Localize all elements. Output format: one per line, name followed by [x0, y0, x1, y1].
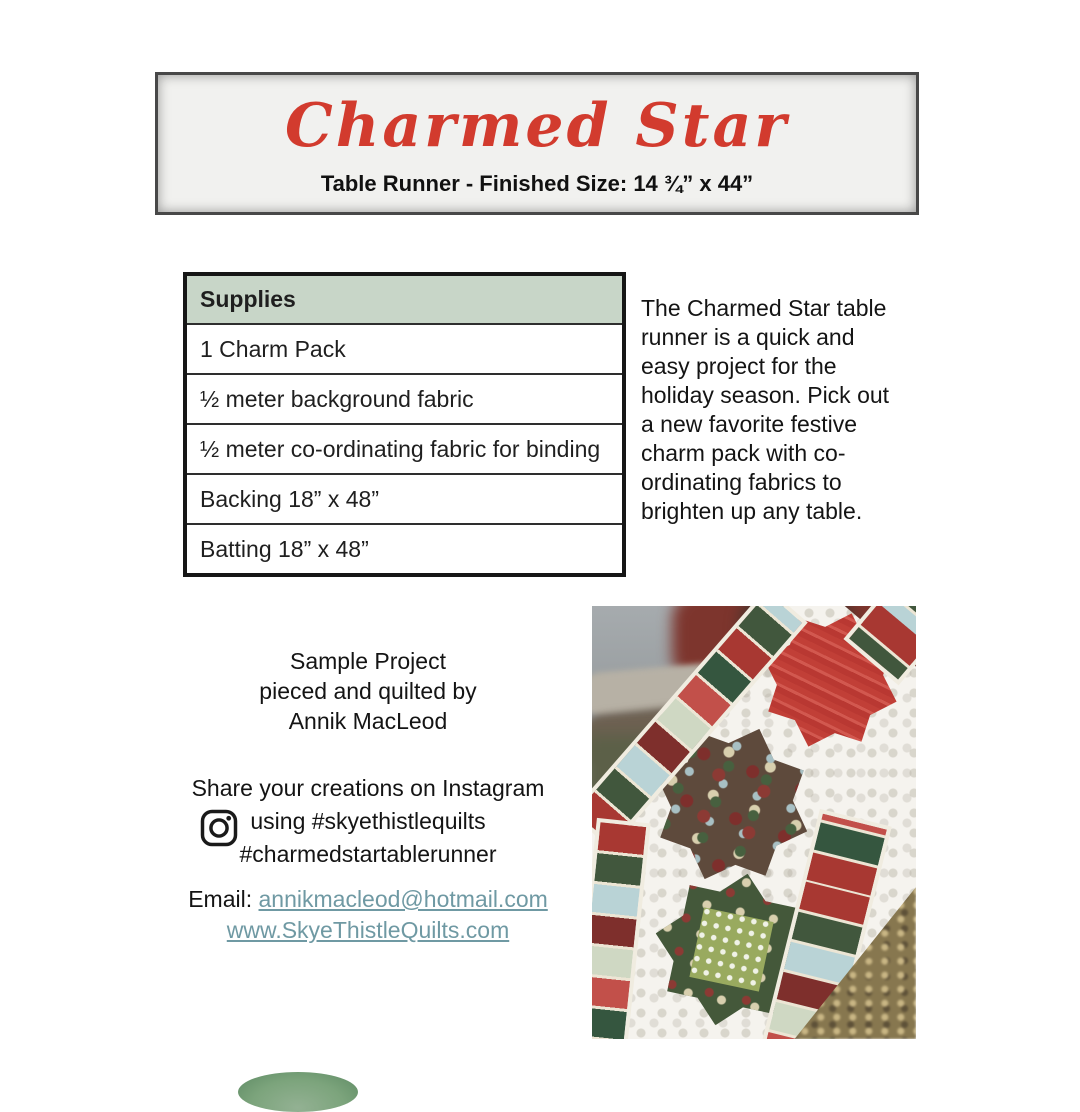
description-line: easy project for the — [641, 353, 837, 379]
credits-line: Sample Project — [290, 648, 446, 674]
description-line: charm pack with co- — [641, 440, 846, 466]
pattern-title: Charmed Star — [285, 90, 789, 161]
quilt-star-green-center — [689, 907, 774, 992]
instagram-icon — [197, 806, 241, 850]
title-banner — [155, 72, 919, 215]
share-line: Share your creations on Instagram — [191, 775, 545, 801]
email-link[interactable]: annikmacleod@hotmail.com — [258, 886, 548, 912]
share-line: #charmedstartablerunner — [239, 841, 497, 867]
description-line: brighten up any table. — [641, 498, 863, 524]
quilt-photo — [592, 606, 916, 1039]
credits-line: Annik MacLeod — [288, 708, 448, 734]
table-row: 1 Charm Pack — [187, 323, 622, 373]
supplies-table — [183, 272, 626, 577]
description-line: a new favorite festive — [641, 411, 858, 437]
website-line — [150, 915, 586, 946]
table-row: ½ meter background fabric — [187, 373, 622, 423]
description-line: runner is a quick and — [641, 324, 855, 350]
website-link[interactable]: www.SkyeThistleQuilts.com — [226, 917, 510, 943]
description-line: The Charmed Star table — [641, 295, 887, 321]
decorative-green-ellipse — [238, 1072, 358, 1112]
email-line — [150, 884, 586, 915]
pattern-subtitle: Table Runner - Finished Size: 14 ¾” x 44” — [320, 170, 754, 196]
project-description — [641, 294, 943, 526]
credits-line: pieced and quilted by — [259, 678, 477, 704]
description-line: holiday season. Pick out — [641, 382, 890, 408]
table-row: Batting 18” x 48” — [187, 523, 622, 573]
contact-block — [150, 884, 586, 946]
sample-credits — [150, 646, 586, 736]
supplies-table-header: Supplies — [187, 276, 622, 323]
table-row: ½ meter co-ordinating fabric for binding — [187, 423, 622, 473]
email-label: Email: — [188, 886, 253, 912]
table-row: Backing 18” x 48” — [187, 473, 622, 523]
description-line: ordinating fabrics to — [641, 469, 842, 495]
share-line: using #skyethistlequilts — [250, 808, 486, 834]
